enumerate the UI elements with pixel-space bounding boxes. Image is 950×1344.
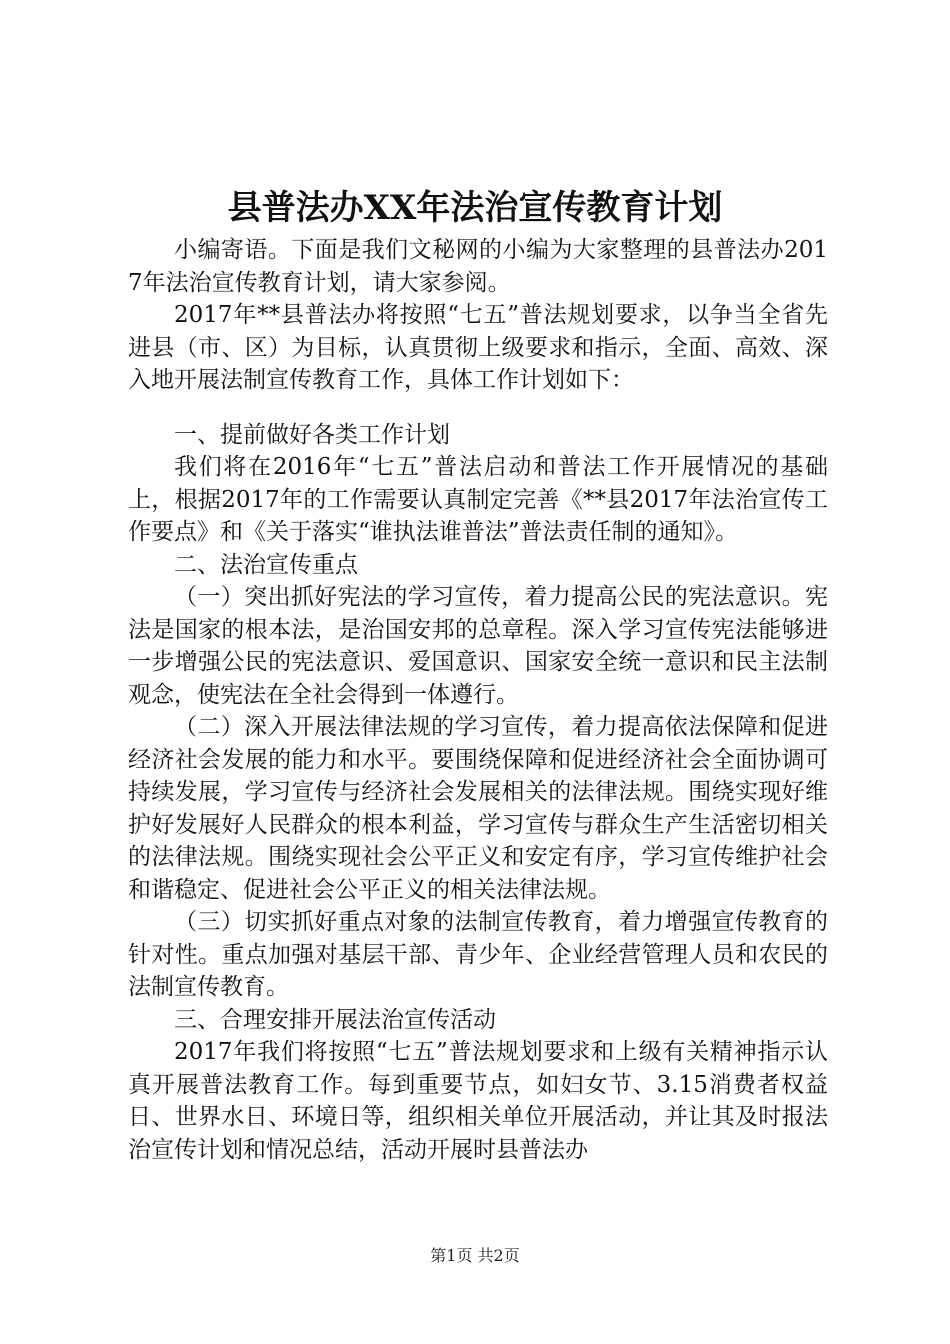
document-body [128,234,828,1166]
document-title: 县普法办XX年法治宣传教育计划 [227,188,723,228]
section-2-item-1: （一）突出抓好宪法的学习宣传，着力提高公民的宪法意识。宪法是国家的根本法，是治国安邦的总章程。深入学习宣传宪法能够进一步增强公民的宪法意识、爱国意识、国家安全统一意识和民主法制观念，使宪法在全社会得到一体遵行。 [128,584,828,708]
section-3-paragraph: 2017年我们将按照“七五”普法规划要求和上级有关精神指示认真开展普法教育工作。每到重要节点，如妇女节、3.15消费者权益日、世界水日、环境日等，组织相关单位开展活动，并让其及时报法治宣传计划和情况总结，活动开展时县普法办 [128,1039,828,1163]
intro-paragraph: 小编寄语。下面是我们文秘网的小编为大家整理的县普法办2017年法治宣传教育计划，请大家参阅。 [128,237,828,296]
section-1-paragraph: 我们将在2016年“七五”普法启动和普法工作开展情况的基础上，根据2017年的工作需要认真制定完善《**县2017年法治宣传工作要点》和《关于落实“谁执法谁普法”普法责任制的通知》。 [128,454,828,545]
section-2-item-3: （三）切实抓好重点对象的法制宣传教育，着力增强宣传教育的针对性。重点加强对基层干部、青少年、企业经营管理人员和农民的法制宣传教育。 [128,909,828,1000]
section-heading-3: 三、合理安排开展法治宣传活动 [174,1006,496,1033]
overview-paragraph: 2017年**县普法办将按照“七五”普法规划要求，以争当全省先进县（市、区）为目标，认真贯彻上级要求和指示，全面、高效、深入地开展法制宣传教育工作，具体工作计划如下： [128,302,828,393]
section-heading-1: 一、提前做好各类工作计划 [174,421,450,448]
section-heading-2: 二、法治宣传重点 [174,551,358,578]
page-number-footer: 第1页 共2页 [430,1246,520,1265]
section-2-item-2: （二）深入开展法律法规的学习宣传，着力提高依法保障和促进经济社会发展的能力和水平。要围绕保障和促进经济社会全面协调可持续发展，学习宣传与经济社会发展相关的法律法规。围绕实现好维护好发展好人民群众的根本利益，学习宣传与群众生产生活密切相关的法律法规。围绕实现社会公平正义和安定有序，学习宣传维护社会和谐稳定、促进社会公平正义的相关法律法规。 [128,714,828,903]
